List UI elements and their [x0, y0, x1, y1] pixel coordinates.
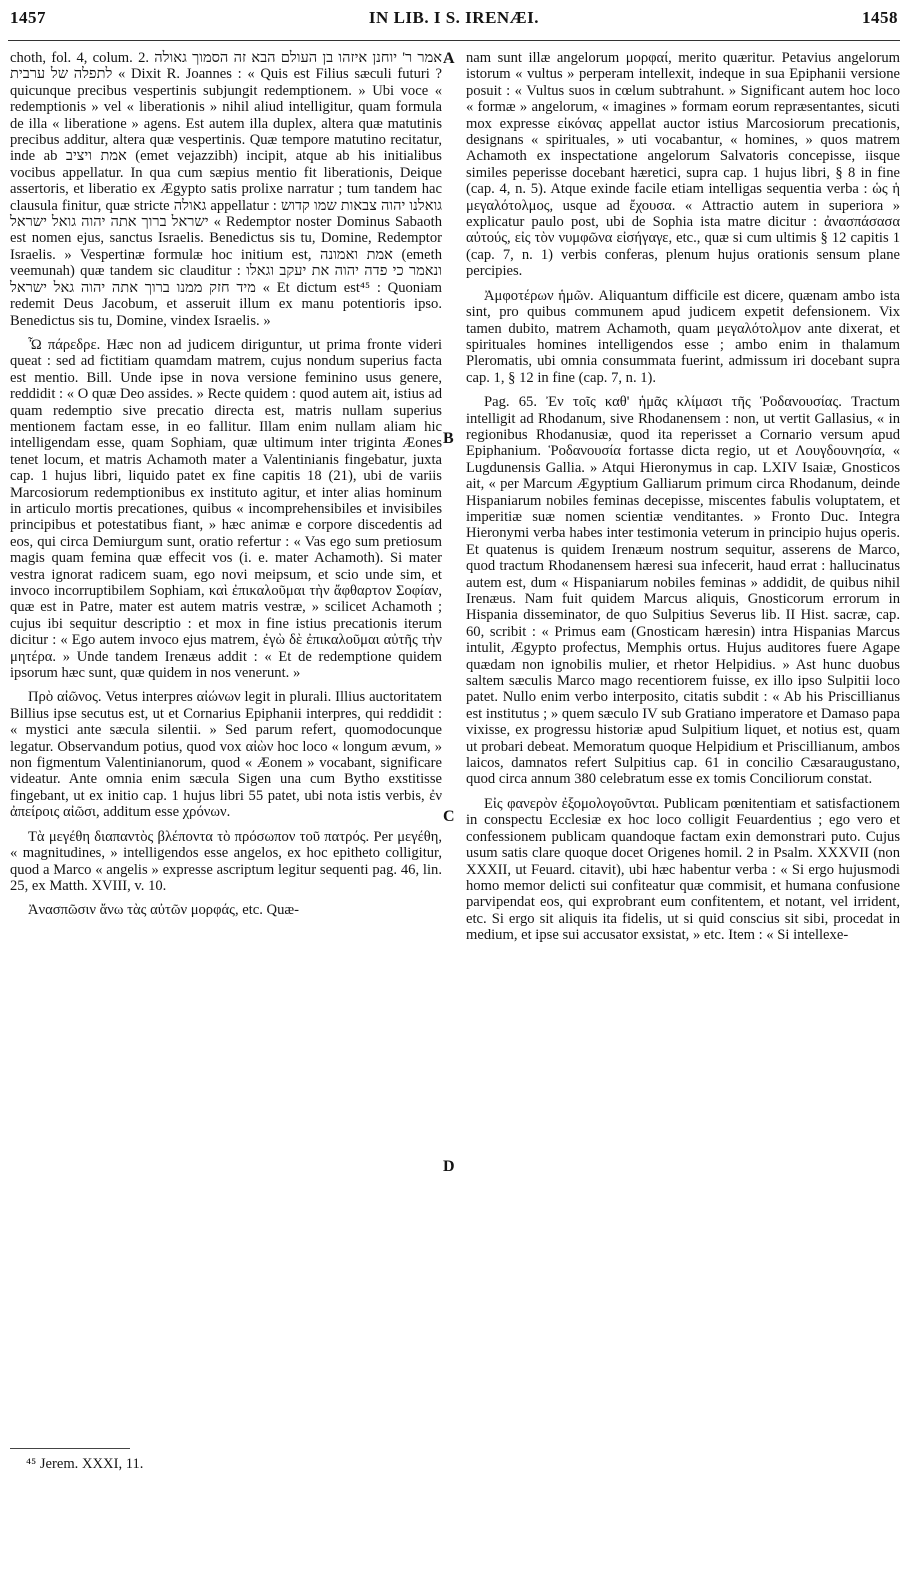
- paragraph: Pag. 65. Ἐν τοῖς καθ' ἡμᾶς κλίμασι τῆς Ῥοδανουσίας. Tractum intelligit ad Rhodanum, sive Rhodanensem : non, ut vertit Gallasius, « in regionibus Rhodanusiæ, quod ita reperisset a Cornario versum apud Epiphanium. Ῥοδανουσία fortasse dicta regio, ut et Λουγδουνησία, « Lugdunensis Gallia. » Atqui Hieronymus in cap. LXIV Isaiæ, Gnosticos ait, « per Marcum Ægyptium Galliarum primum circa Rhodanum, deinde Hispaniarum nobiles feminas decepisse, miscentes fabulis voluptatem, et imperitiæ suæ nomen scientiæ venditantes. » Fronto Duc. Integra Hieronymi verba habes inter testimonia veterum in principio hujus operis. Et quatenus is quidem Irenæum nostrum sequitur, asserens de Marco, quod tractum Rhodanensem hæresi sua infecerit, haud errat : hallucinatus autem est, dum « Hispaniarum nobiles feminas » addidit, de quibus nihil Irenæus. Nam fuit quidem Marcus aliquis, Gnosticorum errorum in Hispania disseminator, de quo Sulpitius Severus lib. II Hist. sacræ, cap. 60, scribit : « Primus eam (Gnosticam hæresin) intra Hispanias Marcus intulit, Ægypto profectus, Memphis ortus. Hujus auditores fuere Agape quædam non ignobilis mulier, et rhetor Helpidius. » Ast hunc duobus saltem sæculis Marco mago recentiorem fuisse, ex illo ipso Sulpitii loco patet. Nullo enim verbo interposito, citatis subdit : « Ab his Priscillianus est institutus ; » quem sæculo IV sub Gratiano imperatore et Damaso papa vixisse, ex progressu historiæ apud Sulpitium liquet, et notius est, quam ut probari debeat. Memoratum quoque Helpidium et Priscillianum, ambos laicos, damnatos refert Sulpitius cap. 61 in concilio Cæsaraugustano, quod circa annum 380 celebratum esse ex tomis Conciliorum constat.: [466, 394, 900, 788]
- paragraph: Ἀμφοτέρων ἡμῶν. Aliquantum difficile est dicere, quænam ambo ista sint, pro quibus communem apud judicem expetit defensionem. Vix tamen dubito, matrem Achamoth, quam μεγαλότολμον ante dixerat, et spirituales homines intelligendos esse ; ambo enim in thalamum Pleromatis, ubi omnia consummata fuerint, admissum iri docebant supra cap. 1, § 12 in fine (cap. 7, n. 1).: [466, 287, 900, 386]
- paragraph: Ὦ πάρεδρε. Hæc non ad judicem diriguntur, ut prima fronte videri queat : sed ad fictitiam quamdam matrem, cujus nondum superius facta est mentio. Bill. Unde ipse in nova versione feminino usus genere, reddidit : « O quæ Deo assides. » Recte quidem : quod autem ait, istius ad quam redemptio sive precatio directa est, matris nullam superius mentionem factam esse, in eo fallitur. Illam enim nullam aliam hic intelligendam esse, quam Sophiam, quæ ultimum inter triginta Æones tenet locum, et matris Achamoth mater a Valentinianis fingebatur, juxta cap. 1 hujus libri, liquido patet ex fine capitis 18 (21), ubi de variis Marcosiorum redemptionibus ex instituto agitur, et inter alias hominum in articulo mortis precationes, quibus « incomprehensibiles et invisibiles principibus et potestatibus fiant, » hæc animæ e corpore discedentis ad eos, qui circa Demiurgum sunt, oratio refertur : « Vas ego sum pretiosum magis quam femina quæ effecit vos (i. e. mater Achamoth). Si mater vestra ignorat radicem suam, ego novi meipsum, et scio unde sim, et invoco incorruptibilem Sophiam, καὶ ἐπικαλοῦμαι τὴν ἄφθαρτον Σοφίαν, quæ est in Patre, mater est autem matris vestræ, » scilicet Achamoth ; cujus ibi sequitur descriptio : et mox in fine istius precationis iterum dicitur : « Ego autem invoco ejus matrem, ἐγὼ δὲ ἐπικαλοῦμαι αὐτῆς τὴν μητέρα. » Unde tandem Irenæus addit : « Et de redemptione quidem ipsorum hæc sunt, quæ quidem in nos venerunt. »: [10, 336, 442, 682]
- page-number-right: 1458: [862, 8, 898, 27]
- margin-letter-c: C: [443, 808, 455, 825]
- paragraph: Τὰ μεγέθη διαπαντὸς βλέποντα τὸ πρόσωπον τοῦ πατρός. Per μεγέθη, « magnitudines, » intelligendos esse angelos, ex hoc epitheto colligitur, quod a Marco « angelis » expresse ascriptum legitur sequenti pag. 46, lin. 25, ex Matth. XVIII, v. 10.: [10, 828, 442, 894]
- right-column: [466, 50, 900, 946]
- paragraph: Πρὸ αἰῶνος. Vetus interpres αἰώνων legit in plurali. Illius auctoritatem Billius ipse secutus est, ut et Cornarius Epiphanii interpres, qui reddidit : « mystici ante sæcula silentii. » Sed parum refert, quomodocunque legatur. Observandum potius, quod vox αἰὼν hoc loco « longum ævum, » non figmentum Valentinianorum, quod « Æonem » vocabant, significare videatur. Ante omnia enim sæcula Sigen una cum Bytho exstitisse fingebant, ut ex initio cap. 1 hujus libri 55 patet, ubi nota istis verbis, ἐν ἀπείροις αἰῶσι, additum esse χρόνων.: [10, 689, 442, 821]
- paragraph: Ἀνασπῶσιν ἄνω τὰς αὐτῶν μορφάς, etc. Quæ-: [28, 902, 299, 919]
- paragraph: Εἰς φανερὸν ἐξομολογοῦνται. Publicam pœnitentiam et satisfactionem in conspectu Ecclesiæ ex hoc loco colligit Feuardentius ; ego vero et confessionem publicam quandoque factam exin demonstrari puto. Cujus usum satis clare quoque docet Origenes homil. 2 in Psalm. XXXVII (non XXXII, ut Feuard. citavit), ubi hæc habentur verba : « Si ergo hujusmodi homo memor delicti sui confiteatur quæ commisit, et humana confusione parvipendat eos, qui exprobrant eum confitentem, et notant, vel irrident, etc. Si ergo sit aliquis ita fidelis, ut si quid conscius sit sibi, procedat in medium, et ipse sui accusator exsistat, » etc. Item : « Si intellexe-: [466, 795, 900, 944]
- margin-letter-b: B: [443, 430, 454, 447]
- margin-letter-a: A: [443, 50, 455, 67]
- footnote: ⁴⁵ Jerem. XXXI, 11.: [26, 1456, 144, 1472]
- running-header: [10, 2, 898, 42]
- header-rule: [8, 40, 900, 41]
- running-title: IN LIB. I S. IRENÆI.: [368, 8, 540, 27]
- paragraph: nam sunt illæ angelorum μορφαί, merito quæritur. Petavius angelorum istorum « vultus » perperam intellexit, indeque in sua Epiphanii versione posuit : « Vultus suos in cœlum subtrahunt. » Significant autem hoc loco « formæ » angelorum, « imagines » formam eorum repræsentantes, sicuti mox expresse εἰκόνας appellat auctor istius Marcosiorum precationis, designans « spirituales, » uti vocabantur, « homines, » quos matrem Achamoth ex inspectatione angelorum Salvatoris concepisse, iisque similes peperisse docebant hæretici, supra cap. 1 hujus libri, § 8 in fine (cap. 4, n. 5). Atque exinde facile etiam intelligas sequentia verba : ὡς ἡ μεγαλότολμος, usque ad ἔχουσα. « Attractio autem in superiora » explicatur paulo post, ubi de Sophia ista matre dicitur : ἀνασπάσασα αὐτούς, εἰς τὸν νυμφῶνα εἰσήγαγε, etc., quæ si cum ultimis § 12 capitis 1 (cap. 7, n. 1) verbis conferas, plenum hujus orationis sensum plane percipies.: [466, 50, 900, 280]
- left-column: [10, 50, 442, 921]
- footnote-rule: [10, 1448, 130, 1449]
- margin-letter-d: D: [443, 1158, 455, 1175]
- paragraph: choth, fol. 4, colum. 2. אמר ר' יוחנן איזהו בן העולם הבא זה הסמוך גאולה לתפלה של ערבית « Dixit R. Joannes : « Quis est Filius sæculi futuri ? quicunque precibus vespertinis subjungit redemptionem. » Ubi voce « redemptionis » vel « liberationis » nihil aliud intelligitur, quam formula de illa « liberatione » agens. Est autem illa duplex, altera quæ matutinis precibus additur, altera quæ vespertinis. Quæ tempore matutino recitatur, inde ab אמת ויציב (emet vejazzibh) incipit, atque ab his initialibus vocibus appellatur. In qua cum sæpius mentio fit liberationis, Deique assertoris, et liberatio ex Ægypto satis prolixe narratur ; tum tandem hac clausula finitur, quæ stricte גאולה appellatur : גואלנו יהוה צבאות שמו קדוש ישראל ברוך אתה יהוה גואל ישראל « Redemptor noster Dominus Sabaoth est nomen ejus, sanctus Israelis. Benedictus sis tu, Domine, Redemptor Israelis. » Vespertinæ formulæ hoc initium est, אמת ואמונה (emeth veemunah) quæ tandem sic clauditur : ונאמר כי פדה יהוה את יעקב וגאלו מיד חזק ממנו ברוך אתה יהוה גאל ישראל « Et dictum est⁴⁵ : Quoniam redemit Deus Jacobum, et asseruit illum ex manu potentioris ipso. Benedictus sis tu, Domine, vindex Israelis. »: [10, 50, 443, 329]
- page-number-left: 1457: [10, 8, 46, 27]
